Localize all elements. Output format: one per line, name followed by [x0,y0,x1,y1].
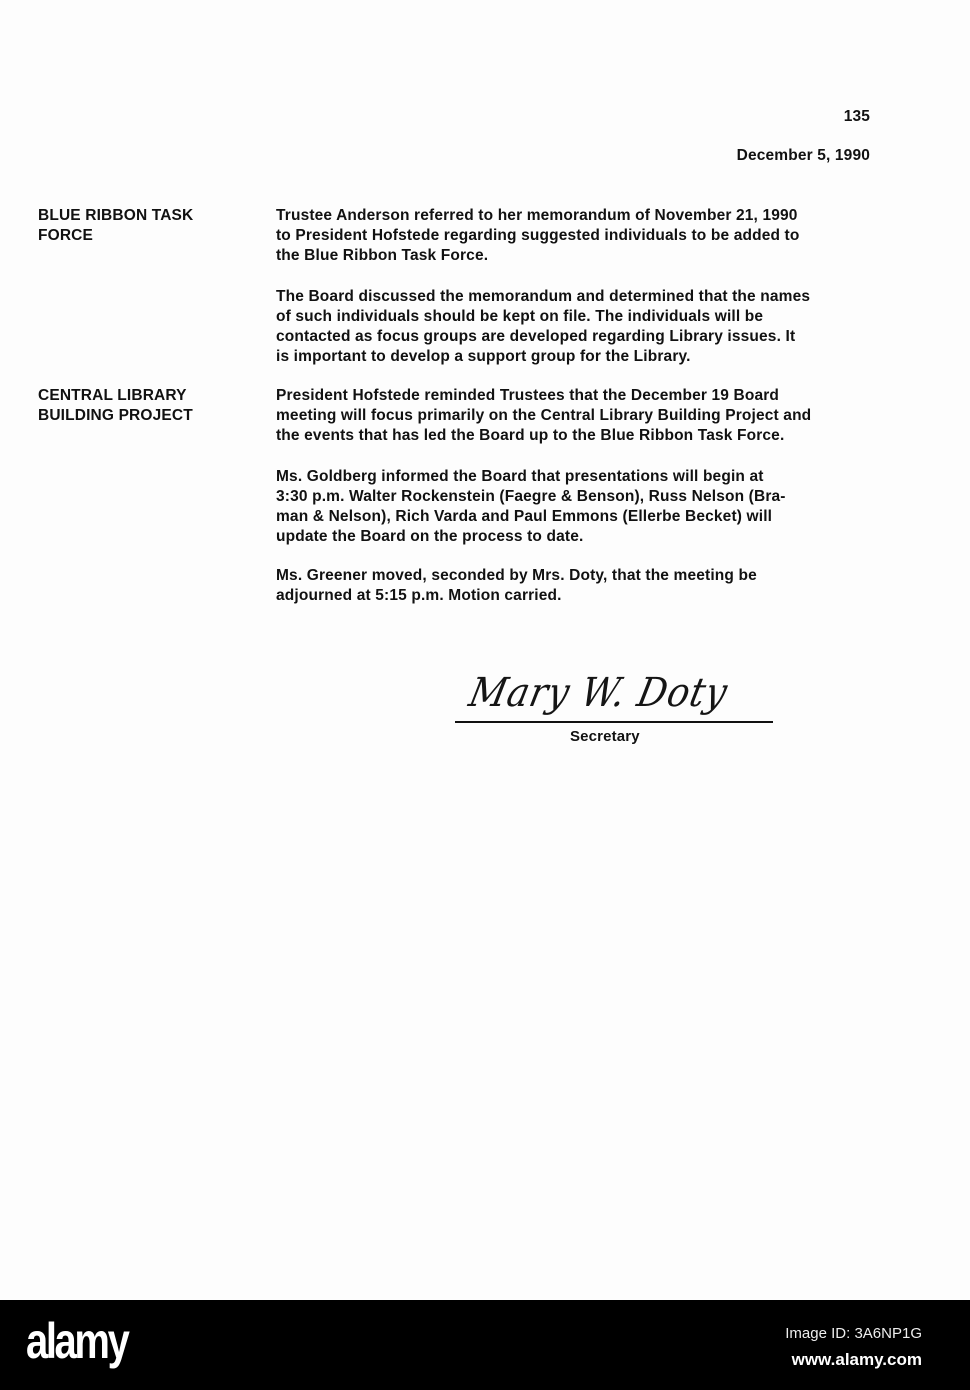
paragraph [276,566,757,606]
page-number: 135 [843,108,870,125]
signature-line [455,721,773,723]
para-line: adjourned at 5:15 p.m. Motion carried. [276,587,562,604]
paragraph [276,206,800,266]
section-heading-blue-ribbon [38,206,193,246]
footer-url: www.alamy.com [791,1350,922,1369]
para-line: President Hofstede reminded Trustees that the December 19 Board [276,387,780,404]
image-id: Image ID: 3A6NP1G [785,1325,922,1342]
para-line: Trustee Anderson referred to her memorandum of November 21, 1990 [276,207,798,224]
para-line: the events that has led the Board up to the Blue Ribbon Task Force. [276,427,785,444]
para-line: man & Nelson), Rich Varda and Paul Emmons (Ellerbe Becket) will [276,508,773,525]
signature-title: Secretary [570,728,640,745]
heading-line: FORCE [38,227,93,244]
para-line: is important to develop a support group for the Library. [276,348,691,365]
heading-line: CENTRAL LIBRARY [38,387,187,404]
para-line: update the Board on the process to date. [276,528,584,545]
paragraph [276,386,811,446]
para-line: of such individuals should be kept on file. The individuals will be [276,308,764,325]
alamy-logo: alamy [26,1313,128,1369]
heading-line: BLUE RIBBON TASK [38,207,194,224]
para-line: the Blue Ribbon Task Force. [276,247,489,264]
handwritten-signature: Mary W. Doty [465,670,732,716]
para-line: meeting will focus primarily on the Central Library Building Project and [276,407,812,424]
paragraph [276,287,810,367]
paragraph [276,467,786,547]
section-heading-central-library [38,386,193,426]
para-line: contacted as focus groups are developed regarding Library issues. It [276,328,796,345]
watermark-footer [0,1300,970,1390]
heading-line: BUILDING PROJECT [38,407,193,424]
para-line: Ms. Greener moved, seconded by Mrs. Doty, that the meeting be [276,567,757,584]
para-line: The Board discussed the memorandum and determined that the names [276,288,811,305]
para-line: 3:30 p.m. Walter Rockenstein (Faegre & Benson), Russ Nelson (Bra- [276,488,786,505]
para-line: Ms. Goldberg informed the Board that presentations will begin at [276,468,764,485]
para-line: to President Hofstede regarding suggested individuals to be added to [276,227,800,244]
document-date: December 5, 1990 [736,147,870,164]
